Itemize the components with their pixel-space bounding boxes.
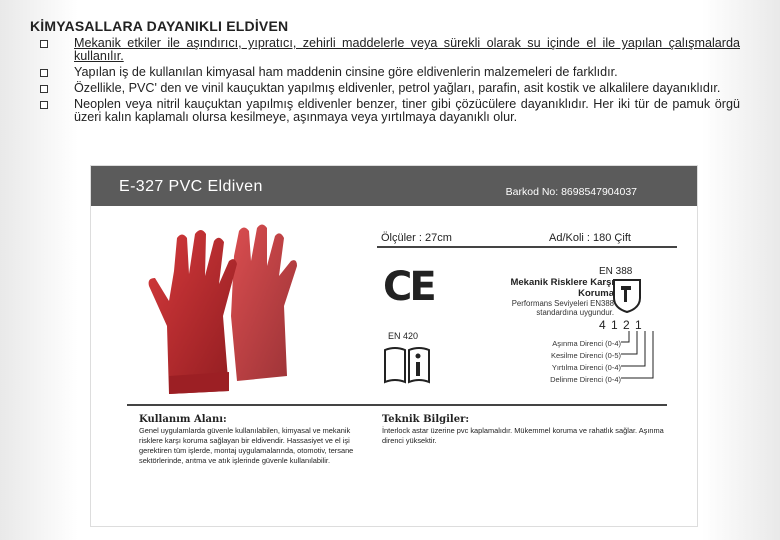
instruction-book-icon [383,344,431,384]
bullet-marker-icon [40,69,48,77]
rating-label: Aşınma Direnci (0-4) [552,339,621,348]
size-info: Ölçüler : 27cm [381,232,452,244]
product-sheet-image [91,166,697,526]
usage-title: Kullanım Alanı: [139,414,227,425]
bullet-text: Mekanik etkiler ile aşındırıcı, yıpratıcı, zehirli maddelerle veya sürekli olarak su içinde el ile yapılan çalışmalarda kullanılır. [74,36,740,63]
bullet-item [40,37,740,63]
bullet-item [40,82,740,95]
product-code: E-327 PVC Eldiven [119,178,263,195]
bullet-marker-icon [40,85,48,93]
rating-label: Delinme Direnci (0-4) [550,375,621,384]
rating-label: Kesilme Direnci (0-5) [550,351,621,360]
bullet-marker-icon [40,101,48,109]
bullet-text: Neoplen veya nitril kauçuktan yapılmış eldivenler benzer, tiner gibi çözücülere dayanıklıdır. Her iki tür de pamuk örgü üzeri kalın kaplamalı olursa kesilmeye, aşınmaya veya yırtılmaya dayanıklı olur. [74,97,740,124]
glove-icon [119,216,329,401]
product-sheet-header [91,166,697,206]
divider [127,404,667,406]
rating-digits: 4 1 2 1 [599,318,643,332]
hammer-shield-icon [611,278,643,314]
usage-text: Genel uygulamlarda güvenle kullanılabilen, kimyasal ve mekanik risklere karşı koruma sağlayan bir eldivendir. Hassasiyet ve el işi gerektiren tüm işlerde, montaj uygulamalarında, otomotiv, tersane sektörlerinde, arıtma ve atık işlerinde güvenle kullanılabilir. [139,426,354,465]
risk-description: Performans Seviyeleri EN388 standardına uygundur. [511,299,614,317]
pack-info: Ad/Koli : 180 Çift [549,232,631,244]
bullet-list [40,37,740,127]
risk-title: Mekanik Risklere Karşı Koruma [510,277,614,299]
tech-text: İnterlock astar üzerine pvc kaplamalıdır. Mükemmel koruma ve rahatlık sağlar. Aşınma direnci yüksektir. [382,426,664,445]
bullet-text: Özellikle, PVC' den ve vinil kauçuktan yapılmış eldivenler, petrol yağları, parafin, asit kostik ve alkalilere dayanıklıdır. [74,81,721,95]
rating-label: Yırtılma Direnci (0-4) [551,363,621,372]
slide-title: KİMYASALLARA DAYANIKLI ELDİVEN [30,18,289,34]
bullet-item [40,98,740,124]
bullet-marker-icon [40,40,48,48]
tech-title: Teknik Bilgiler: [382,414,470,425]
en388-label: EN 388 [599,266,633,277]
en420-label: EN 420 [388,331,419,341]
ce-mark: CE [383,264,434,310]
divider [377,246,677,248]
rating-connector-lines [621,331,661,381]
bullet-text: Yapılan iş de kullanılan kimyasal ham maddenin cinsine göre eldivenlerin malzemeleri de farklıdır. [74,65,618,79]
barcode-number: Barkod No: 8698547904037 [505,186,637,198]
bullet-item [40,66,740,79]
